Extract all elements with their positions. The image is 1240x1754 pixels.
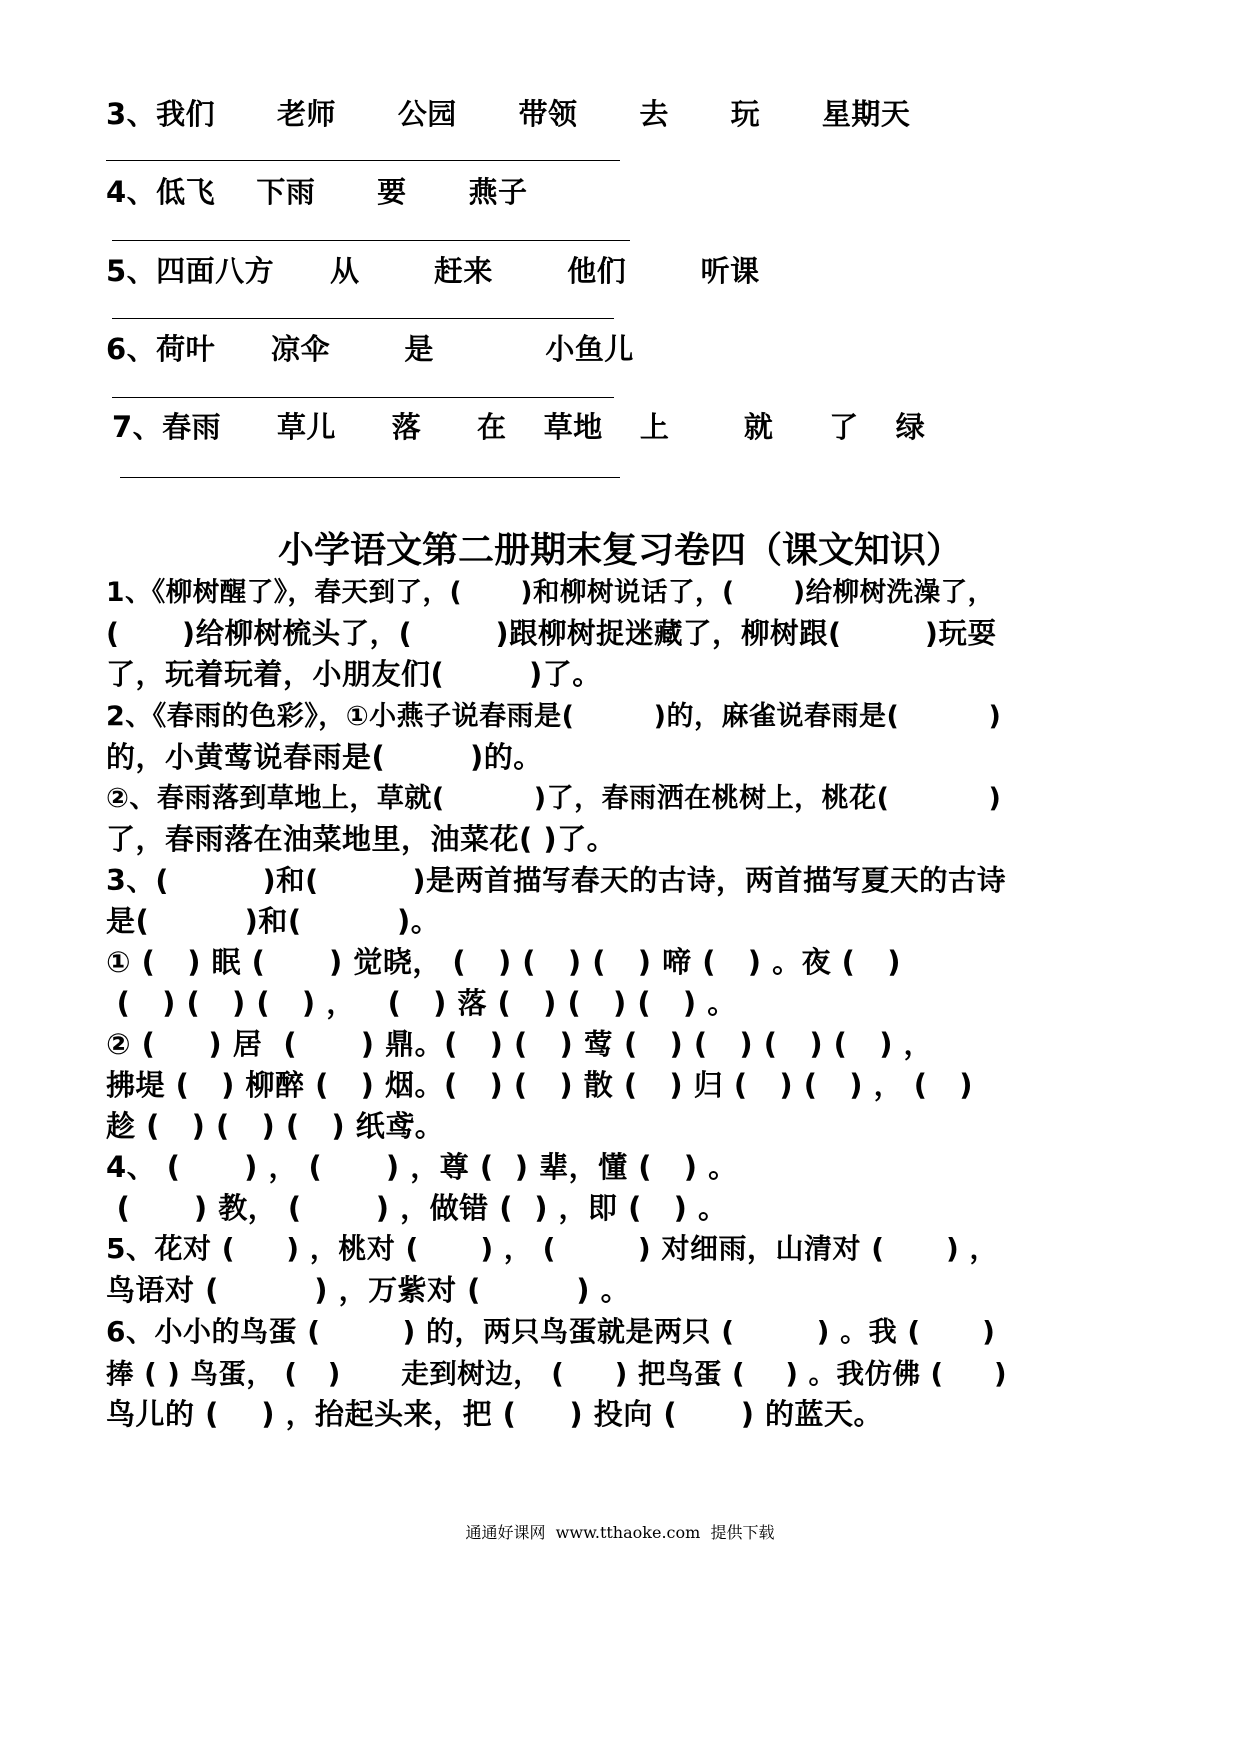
- question-line: ① ( ) 眠 ( ) 觉晓， ( ) ( ) ( ) 啼 ( ) 。夜 ( ): [106, 945, 901, 979]
- question-line: ( )给柳树梳头了，( )跟柳树捉迷藏了，柳树跟( )玩耍: [106, 617, 997, 650]
- question-line: 2、《春雨的色彩》，①小燕子说春雨是( )的，麻雀说春雨是( ): [106, 701, 1002, 732]
- ordering-item-6: 6、荷叶 凉伞 是 小鱼儿: [106, 332, 634, 366]
- question-line: 拂堤 ( ) 柳醉 ( ) 烟。( ) ( ) 散 ( ) 归 ( ) ( ) ， ( ): [106, 1068, 974, 1102]
- answer-line-7[interactable]: [120, 477, 620, 478]
- question-line: 捧 ( ) 鸟蛋， ( ) 走到树边， ( ) 把鸟蛋 ( ) 。我仿佛 ( ): [106, 1358, 1008, 1390]
- answer-line-3[interactable]: [106, 160, 620, 161]
- question-line: 了，春雨落在油菜地里，油菜花( )了。: [106, 822, 617, 856]
- answer-line-6[interactable]: [112, 397, 614, 398]
- question-line: 3、( )和( )是两首描写春天的古诗，两首描写夏天的古诗: [106, 864, 1007, 897]
- question-line: 了，玩着玩着，小朋友们( )了。: [106, 657, 602, 691]
- question-line: 1、《柳树醒了》，春天到了，( )和柳树说话了，( )给柳树洗澡了，: [106, 577, 995, 608]
- question-line: 鸟儿的 ( ) ，抬起头来，把 ( ) 投向 ( ) 的蓝天。: [106, 1397, 884, 1431]
- section-title: 小学语文第二册期末复习卷四（课文知识）: [277, 530, 962, 571]
- question-line: 的，小黄莺说春雨是( )的。: [106, 740, 543, 774]
- question-line: 趁 ( ) ( ) ( ) 纸鸢。: [106, 1109, 445, 1143]
- ordering-item-7: 7、春雨 草儿 落 在 草地 上 就 了 绿: [112, 410, 926, 444]
- answer-line-5[interactable]: [112, 318, 614, 319]
- question-line: 5、花对 ( ) ，桃对 ( ) ， ( ) 对细雨，山清对 ( ) ，: [106, 1232, 999, 1265]
- question-line: ( ) ( ) ( ) ， ( ) 落 ( ) ( ) ( ) 。: [106, 986, 737, 1020]
- ordering-item-3: 3、我们 老师 公园 带领 去 玩 星期天: [106, 97, 911, 131]
- question-line: ( ) 教， ( ) ，做错 ( ) ，即 ( ) 。: [106, 1191, 728, 1225]
- ordering-item-5: 5、四面八方 从 赶来 他们 听课: [106, 254, 760, 288]
- question-line: 6、小小的鸟蛋 ( ) 的，两只鸟蛋就是两只 ( ) 。我 ( ): [106, 1315, 996, 1348]
- question-line: 4、 ( ) ， ( ) ，尊 ( ) 辈，懂 ( ) 。: [106, 1150, 738, 1184]
- page-footer: 通通好课网 www.tthaoke.com 提供下载: [465, 1523, 775, 1542]
- question-line: 是( )和( )。: [106, 904, 441, 938]
- answer-line-4[interactable]: [112, 240, 630, 241]
- question-line: ② ( ) 居 ( ) 鼎。( ) ( ) 莺 ( ) ( ) ( ) ( ) ，: [106, 1027, 934, 1061]
- question-line: 鸟语对 ( ) ，万紫对 ( ) 。: [106, 1273, 631, 1307]
- ordering-item-4: 4、低飞 下雨 要 燕子: [106, 175, 528, 209]
- question-line: ②、春雨落到草地上，草就( )了，春雨洒在桃树上，桃花( ): [106, 783, 1002, 814]
